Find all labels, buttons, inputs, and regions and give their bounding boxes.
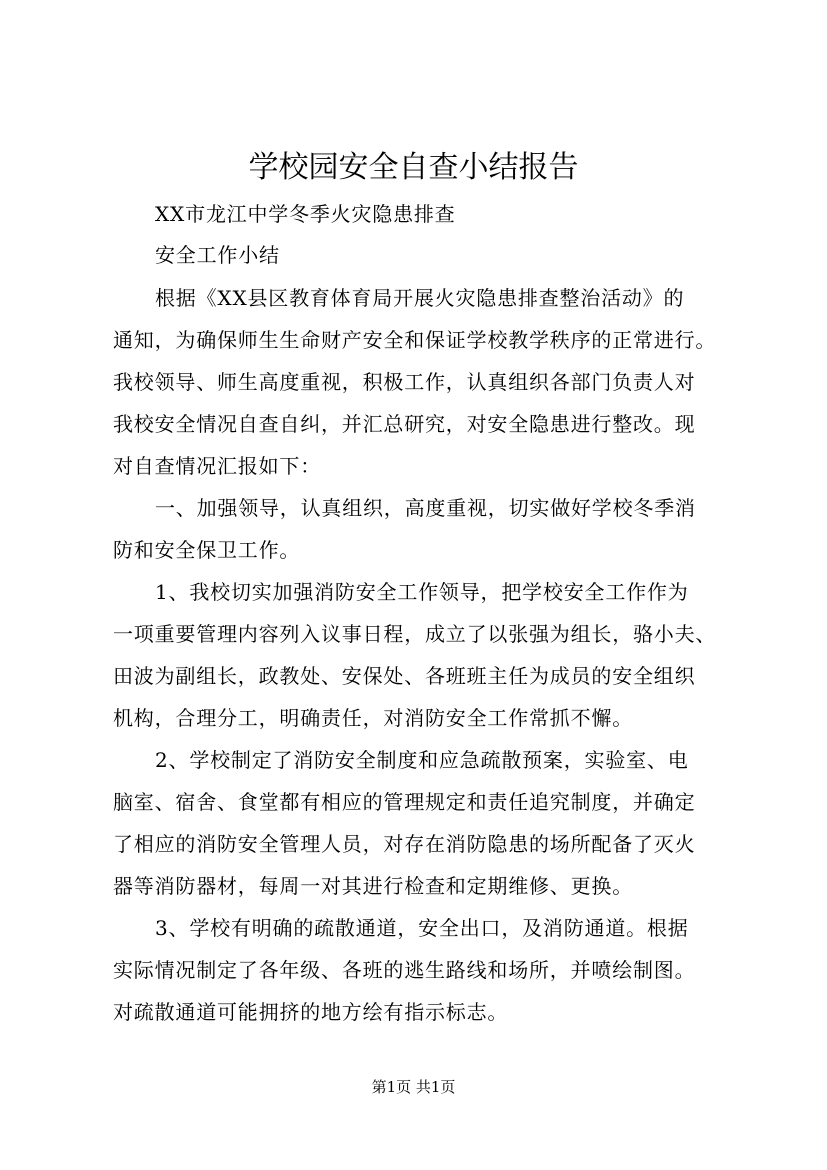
body-line: 器等消防器材，每周一对其进行检查和定期维修、更换。 — [113, 874, 633, 898]
body-line: 我校领导、师生高度重视，积极工作，认真组织各部门负责人对 — [113, 370, 696, 394]
body-line: 1、我校切实加强消防安全工作领导，把学校安全工作作为 — [155, 580, 689, 604]
body-line: 了相应的消防安全管理人员，对存在消防隐患的场所配备了灭火 — [113, 832, 696, 856]
body-line: 对自查情况汇报如下： — [113, 454, 321, 478]
body-line: 安全工作小结 — [155, 243, 280, 267]
body-line: 一、加强领导，认真组织，高度重视，切实做好学校冬季消 — [155, 496, 696, 520]
body-line: 田波为副组长，政教处、安保处、各班班主任为成员的安全组织 — [113, 664, 696, 688]
body-line: 我校安全情况自查自纠，并汇总研究，对安全隐患进行整改。现 — [113, 412, 696, 436]
body-line: 对疏散通道可能拥挤的地方绘有指示标志。 — [113, 1000, 509, 1024]
body-line: 机构，合理分工，明确责任，对消防安全工作常抓不懈。 — [113, 706, 633, 730]
body-line: 脑室、宿舍、食堂都有相应的管理规定和责任追究制度，并确定 — [113, 790, 696, 814]
body-line: 3、学校有明确的疏散通道，安全出口，及消防通道。根据 — [155, 916, 689, 940]
body-line: 一项重要管理内容列入议事日程，成立了以张强为组长，骆小夫、 — [113, 622, 717, 646]
body-line: 根据《XX县区教育体育局开展火灾隐患排查整治活动》的 — [155, 286, 685, 310]
body-line: 实际情况制定了各年级、各班的逃生路线和场所，并喷绘制图。 — [113, 958, 696, 982]
page-title: 学校园安全自查小结报告 — [248, 150, 579, 185]
body-line: 防和安全保卫工作。 — [113, 538, 301, 562]
body-line: 通知，为确保师生生命财产安全和保证学校教学秩序的正常进行。 — [113, 328, 717, 352]
page-number: 第1页 共1页 — [371, 1078, 456, 1096]
body-line: XX市龙江中学冬季火灾隐患排查 — [155, 202, 456, 226]
body-line: 2、学校制定了消防安全制度和应急疏散预案，实验室、电 — [155, 748, 689, 772]
